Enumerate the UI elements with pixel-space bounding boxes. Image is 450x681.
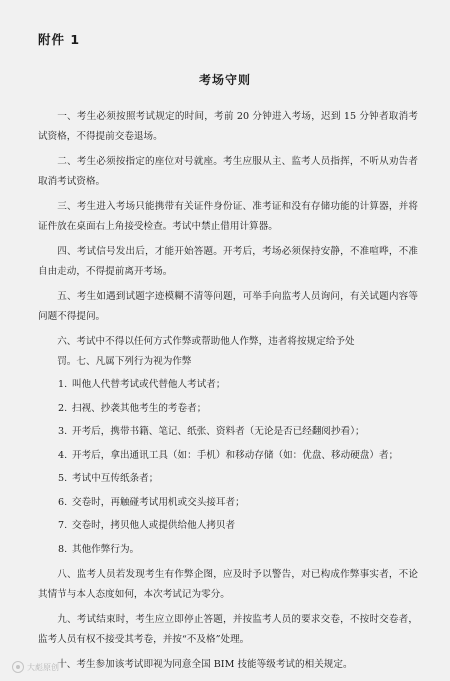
cheating-item: 2. 扫视、抄袭其他考生的考卷者； <box>58 402 207 414</box>
cheating-item: 5. 考试中互传纸条者； <box>58 473 159 484</box>
cheating-item: 6. 交卷时，再触碰考试用机或交头接耳者； <box>58 496 245 508</box>
watermark <box>12 661 59 673</box>
rule-paragraph: 九、考试结束时，考生应立即停止答题，并按监考人员的要求交卷，不按时交卷者，监考人员有权不接受其考卷，并按“不及格”处理。 <box>38 614 418 645</box>
cheating-item: 7. 交卷时，拷贝他人或提供给他人拷贝者 <box>58 520 236 531</box>
rule-paragraph: 罚。七、凡属下列行为视为作弊 <box>57 355 192 367</box>
rule-paragraph: 八、监考人员若发现考生有作弊企图，应及时予以警告，对已构成作弊事实者，不论其情节与本人态度如何，本次考试记为零分。 <box>38 569 418 600</box>
attachment-label: 附件 1 <box>38 32 81 47</box>
rules-content <box>38 107 418 681</box>
page-title: 考场守则 <box>198 73 251 87</box>
rule-paragraph: 一、考生必须按照考试规定的时间，考前 20 分钟进入考场，迟到 15 分钟者取消考试资格，不得提前交卷退场。 <box>38 111 418 142</box>
rule-paragraph: 三、考生进入考场只能携带有关证件身份证、准考证和没有存储功能的计算器，并将证件放在桌面右上角接受检查。考试中禁止借用计算器。 <box>38 201 418 232</box>
rule-paragraph: 十、考生参加该考试即视为同意全国 BIM 技能等级考试的相关规定。 <box>57 659 353 670</box>
watermark-logo-icon <box>12 661 24 673</box>
cheating-item: 1. 叫他人代替考试或代替他人考试者； <box>58 379 226 390</box>
cheating-item: 4. 开考后，拿出通讯工具（如：手机）和移动存储（如：优盘、移动硬盘）者； <box>58 449 399 461</box>
cheating-item: 3. 开考后，携带书籍、笔记、纸张、资料者（无论是否已经翻阅抄看）； <box>58 426 365 437</box>
rule-paragraph: 六、考试中不得以任何方式作弊或帮助他人作弊，违者将按规定给予处 <box>57 336 355 347</box>
watermark-text: 大彪原创 <box>27 662 59 672</box>
rule-paragraph: 五、考生如遇到试题字迹模糊不清等问题，可举手向监考人员询问，有关试题内容等问题不得提问。 <box>38 291 418 322</box>
rule-paragraph: 四、考试信号发出后，才能开始答题。开考后，考场必须保持安静，不准喧哗，不准自由走动，不得提前离开考场。 <box>38 246 418 277</box>
rule-paragraph: 二、考生必须按指定的座位对号就座。考生应服从主、监考人员指挥，不听从劝告者取消考试资格。 <box>38 156 418 187</box>
cheating-item: 8. 其他作弊行为。 <box>58 543 140 555</box>
